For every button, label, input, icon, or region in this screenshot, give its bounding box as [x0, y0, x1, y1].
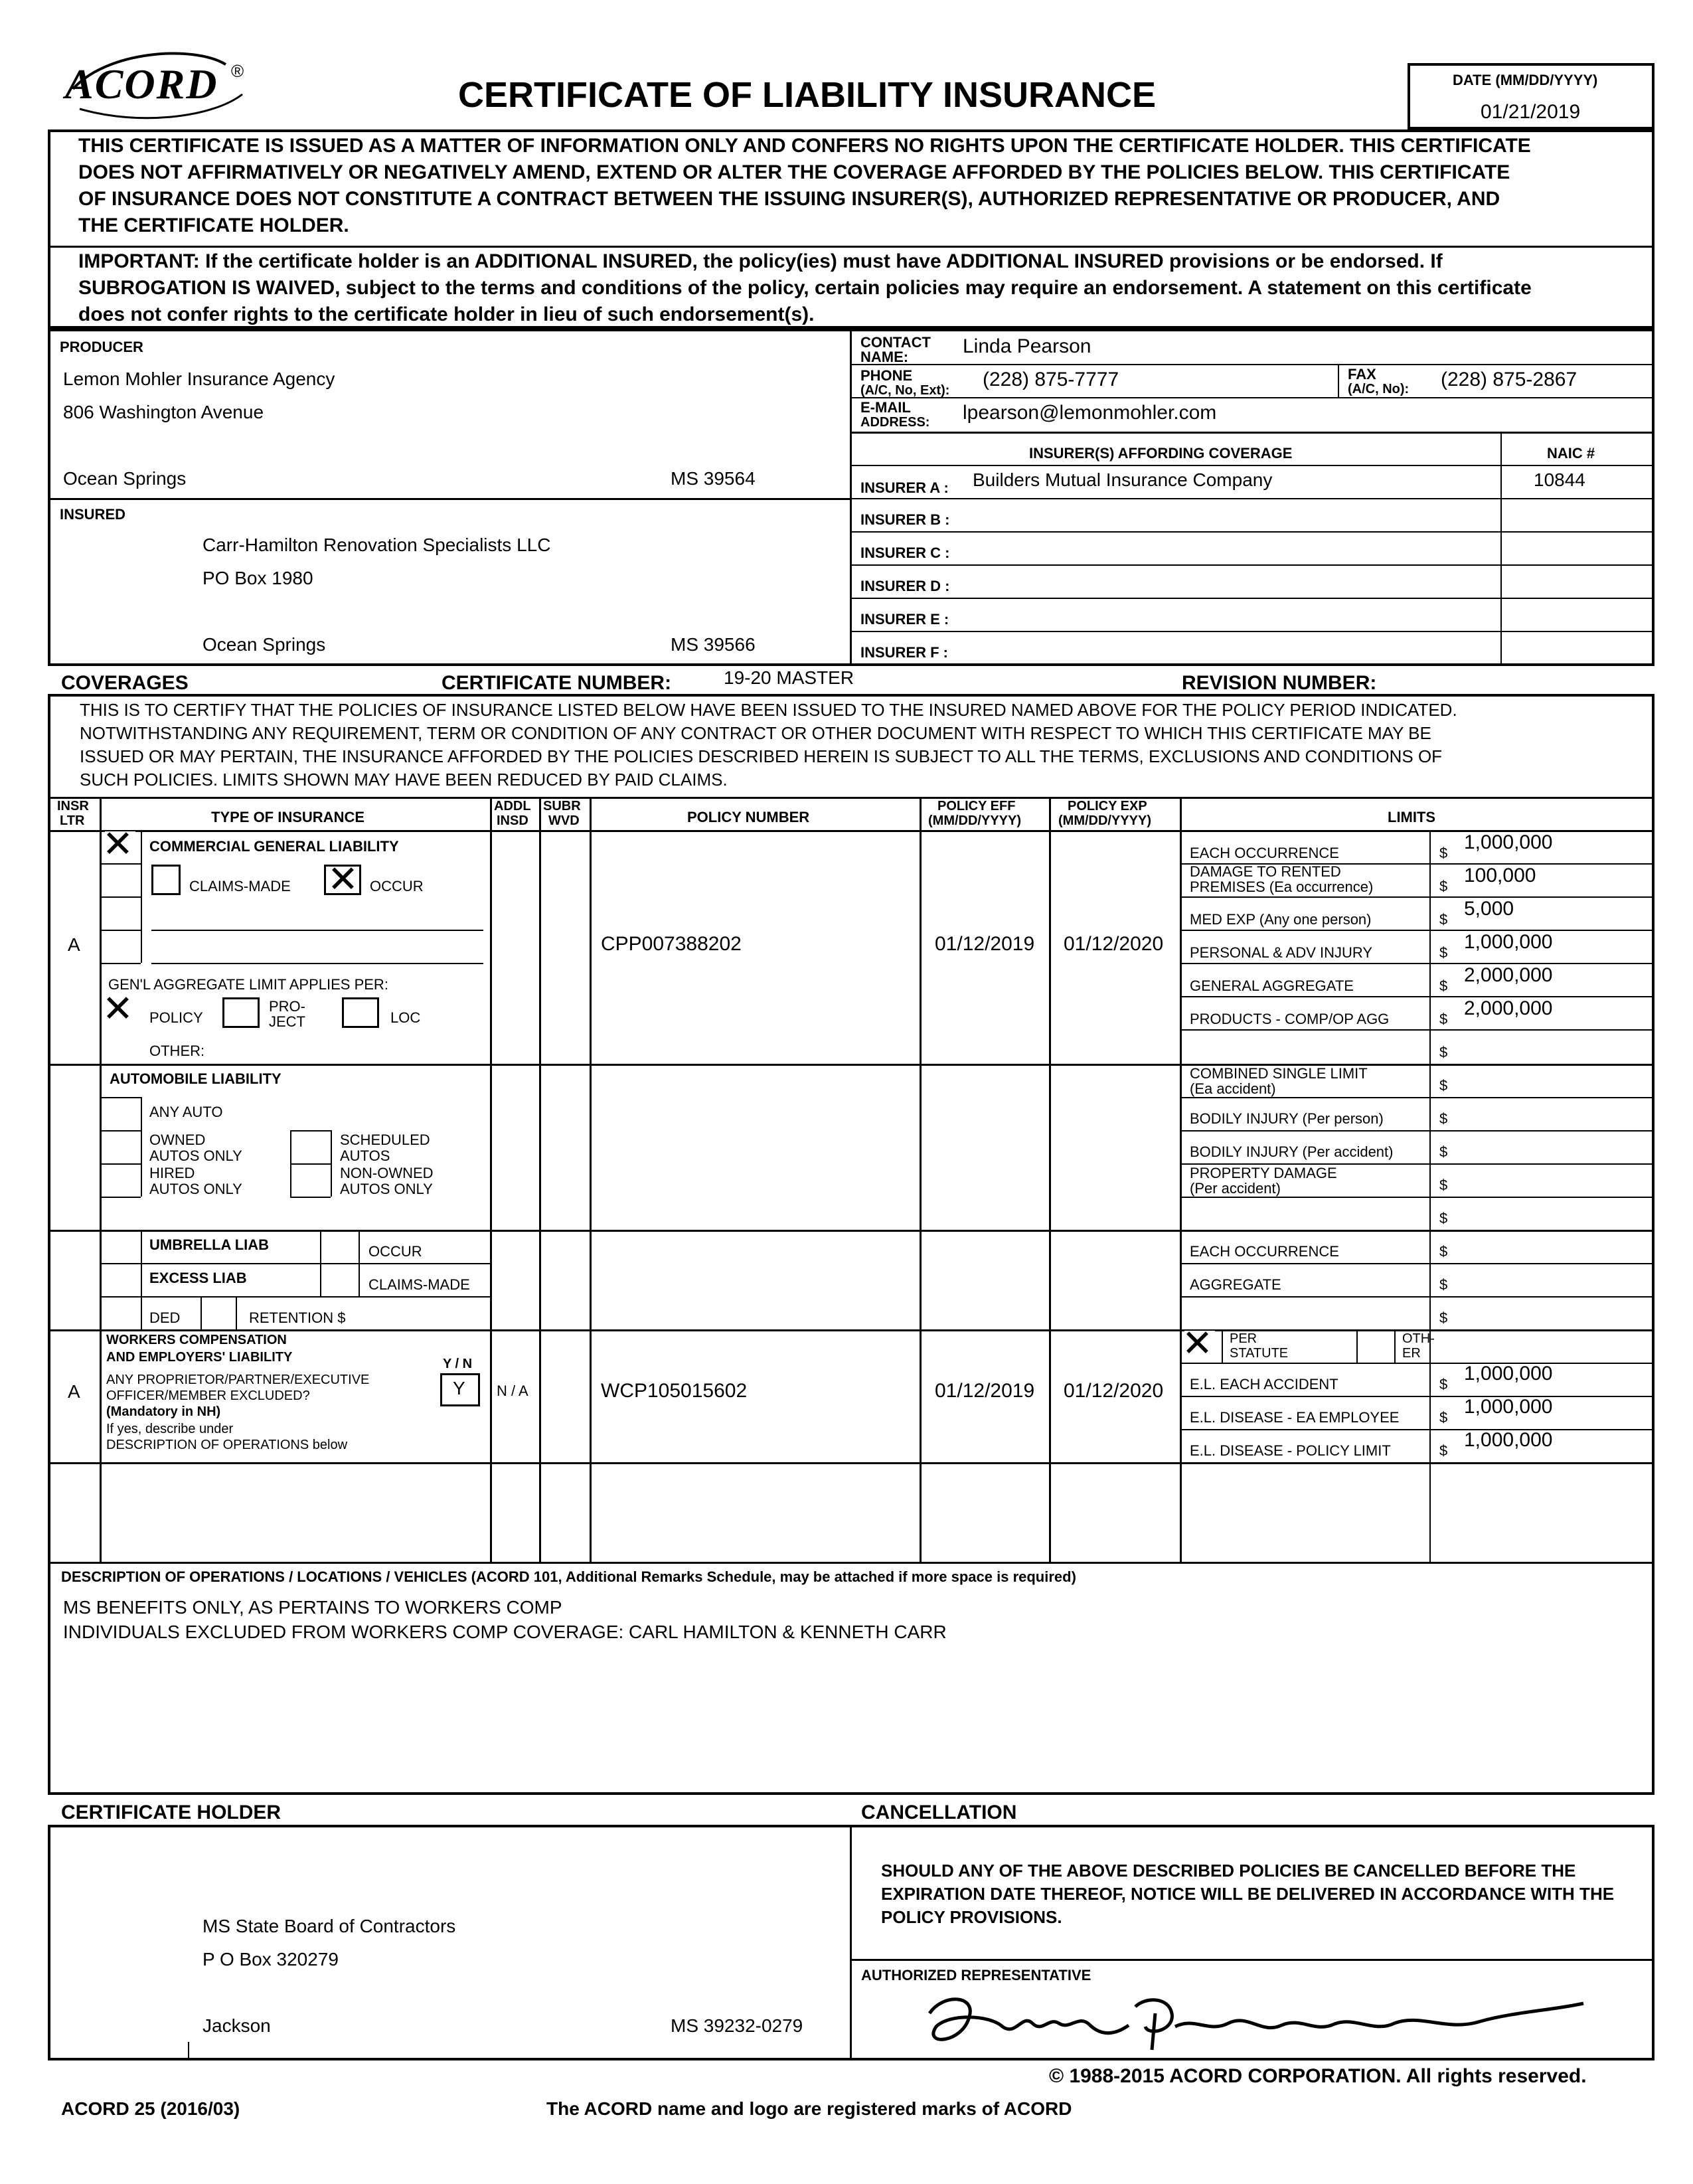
insurer-d-label: INSURER D :	[860, 578, 950, 594]
gl-limit-label: EACH OCCURRENCE	[1190, 845, 1339, 861]
dollar-sign: $	[1439, 845, 1448, 861]
gl-loc: LOC	[390, 1009, 421, 1026]
hdr-policy-number: POLICY NUMBER	[687, 809, 810, 825]
wc-limit-label: E.L. DISEASE - EA EMPLOYEE	[1190, 1409, 1400, 1426]
gl-limit-label: GENERAL AGGREGATE	[1190, 977, 1354, 994]
auto-limit-label: PROPERTY DAMAGE	[1190, 1165, 1337, 1181]
hdr-eff-fmt: (MM/DD/YYYY)	[928, 813, 1021, 828]
wc-q2: OFFICER/MEMBER EXCLUDED?	[106, 1388, 310, 1403]
gl-limit-value: 100,000	[1464, 865, 1536, 886]
auto-limit-label: COMBINED SINGLE LIMIT	[1190, 1065, 1368, 1082]
registered-marks: The ACORD name and logo are registered marks of ACORD	[546, 2098, 1072, 2119]
dollar-sign: $	[1439, 1210, 1448, 1226]
wc-per-statute: PER	[1230, 1331, 1257, 1346]
gl-ltr: A	[68, 934, 80, 955]
coverages-label: COVERAGES	[61, 672, 189, 694]
hdr-addl: ADDL	[494, 799, 531, 813]
gl-limit-value: 2,000,000	[1464, 997, 1553, 1019]
umbrella-limit-label: AGGREGATE	[1190, 1276, 1281, 1293]
x-mark-icon: ✕	[1182, 1322, 1213, 1365]
auto-limit-label: BODILY INJURY (Per person)	[1190, 1110, 1384, 1127]
holder-city: Jackson	[202, 2015, 271, 2036]
dollar-sign: $	[1439, 944, 1448, 961]
notice-para-2: IMPORTANT: If the certificate holder is an ADDITIONAL INSURED, the policy(ies) must have ADDITIONAL INSURED provisions or be endorsed. If SUBROGATION IS WAIVED, subject to the terms and conditions of the policy, certain policies may require an endorsement. A statement on this certificate does not confer rights to the certificate holder in lieu of such endorsement(s).	[78, 250, 1532, 325]
insured-city: Ocean Springs	[202, 634, 326, 655]
hdr-exp: POLICY EXP	[1068, 799, 1147, 813]
wc-q1: ANY PROPRIETOR/PARTNER/EXECUTIVE	[106, 1373, 370, 1387]
signature	[916, 1987, 1593, 2057]
description-line2: INDIVIDUALS EXCLUDED FROM WORKERS COMP COVERAGE: CARL HAMILTON & KENNETH CARR	[63, 1622, 947, 1642]
gl-title: COMMERCIAL GENERAL LIABILITY	[149, 838, 399, 855]
auto-limit-label: (Per accident)	[1190, 1180, 1281, 1197]
wc-ifyes1: If yes, describe under	[106, 1422, 234, 1436]
cert-number: 19-20 MASTER	[724, 667, 854, 688]
auto-hired2: AUTOS ONLY	[149, 1181, 242, 1197]
acord-logo-text: ACORD	[65, 60, 218, 108]
dollar-sign: $	[1439, 1143, 1448, 1160]
umbrella-liab: UMBRELLA LIAB	[149, 1236, 270, 1253]
gl-exp: 01/12/2020	[1064, 933, 1164, 955]
date-label: DATE (MM/DD/YYYY)	[1453, 72, 1598, 88]
hdr-wvd: WVD	[548, 813, 580, 828]
umbrella-occur: OCCUR	[368, 1243, 422, 1260]
gl-policy-number: CPP007388202	[601, 933, 742, 955]
auto-limit-label: BODILY INJURY (Per accident)	[1190, 1143, 1394, 1160]
gl-other: OTHER:	[149, 1043, 205, 1059]
dollar-sign: $	[1439, 1077, 1448, 1094]
x-mark-icon: ✕	[102, 823, 133, 866]
wc-limit-value: 1,000,000	[1464, 1396, 1553, 1418]
per-statute-checkbox[interactable]	[1182, 1322, 1215, 1365]
fax-label: FAX	[1348, 366, 1376, 382]
acord-logo	[60, 48, 259, 121]
wc-policy-number: WCP105015602	[601, 1380, 748, 1402]
dollar-sign: $	[1439, 1044, 1448, 1060]
coverages-statement: THIS IS TO CERTIFY THAT THE POLICIES OF INSURANCE LISTED BELOW HAVE BEEN ISSUED TO THE INSURED NAMED ABOVE FOR THE POLICY PERIOD INDICATED. NOTWITHSTANDING ANY REQUIREMENT, TERM OR CONDITION OF ANY CONTRACT OR OTHER DOCUMENT WITH RESPECT TO WHICH THIS CERTIFICATE MAY BE ISSUED OR MAY PERTAIN, THE INSURANCE AFFORDED BY THE POLICIES DESCRIBED HEREIN IS SUBJECT TO ALL THE TERMS, EXCLUSIONS AND CONDITIONS OF SUCH POLICIES. LIMITS SHOWN MAY HAVE BEEN REDUCED BY PAID CLAIMS.	[80, 700, 1457, 790]
auto-owned2: AUTOS ONLY	[149, 1147, 242, 1164]
producer-address: 806 Washington Avenue	[63, 402, 264, 422]
contact-phone: (228) 875-7777	[983, 369, 1119, 390]
insurer-a-name: Builders Mutual Insurance Company	[973, 469, 1273, 490]
dollar-sign: $	[1439, 1177, 1448, 1193]
gl-limit-label: PERSONAL & ADV INJURY	[1190, 944, 1373, 961]
cert-number-label: CERTIFICATE NUMBER:	[442, 672, 672, 694]
cancellation-text: SHOULD ANY OF THE ABOVE DESCRIBED POLICIES BE CANCELLED BEFORE THE EXPIRATION DATE THEREOF, NOTICE WILL BE DELIVERED IN ACCORDANCE WITH THE POLICY PROVISIONS.	[881, 1861, 1615, 1927]
acord-logo-reg: ®	[231, 61, 244, 81]
dollar-sign: $	[1439, 1276, 1448, 1293]
signature-text	[1169, 2007, 1399, 2044]
wc-oth: OTH-	[1402, 1331, 1435, 1346]
wc-answer: Y	[453, 1378, 465, 1398]
wc-eff: 01/12/2019	[935, 1380, 1035, 1402]
wc-limit-label: E.L. DISEASE - POLICY LIMIT	[1190, 1442, 1391, 1459]
wc-yn: Y / N	[443, 1357, 473, 1371]
holder-state-zip: MS 39232-0279	[671, 2015, 803, 2036]
producer-state-zip: MS 39564	[671, 468, 756, 489]
dollar-sign: $	[1439, 911, 1448, 928]
form-number: ACORD 25 (2016/03)	[61, 2098, 240, 2119]
email-label: E-MAIL	[860, 399, 911, 416]
copyright: © 1988-2015 ACORD CORPORATION. All rights reserved.	[1049, 2065, 1587, 2087]
auto-limit-label: (Ea accident)	[1190, 1080, 1276, 1097]
insurer-c-label: INSURER C :	[860, 545, 950, 561]
producer-name: Lemon Mohler Insurance Agency	[63, 369, 335, 389]
dollar-sign: $	[1439, 977, 1448, 994]
hdr-insd: INSD	[497, 813, 528, 828]
gl-claims-made: CLAIMS-MADE	[189, 878, 291, 894]
holder-name: MS State Board of Contractors	[202, 1916, 456, 1936]
hdr-type: TYPE OF INSURANCE	[211, 809, 365, 825]
loc-checkbox[interactable]	[342, 997, 379, 1028]
auto-owned: OWNED	[149, 1132, 206, 1148]
gl-limit-label: DAMAGE TO RENTED	[1190, 863, 1341, 880]
auto-nonowned: NON-OWNED	[340, 1165, 434, 1181]
description-line1: MS BENEFITS ONLY, AS PERTAINS TO WORKERS COMP	[63, 1597, 562, 1618]
authorized-rep-label: AUTHORIZED REPRESENTATIVE	[861, 1967, 1091, 1983]
gl-limit-label: PRODUCTS - COMP/OP AGG	[1190, 1011, 1390, 1027]
insurer-e-label: INSURER E :	[860, 611, 949, 628]
wc-limit-value: 1,000,000	[1464, 1429, 1553, 1451]
insurers-heading: INSURER(S) AFFORDING COVERAGE	[1029, 445, 1293, 462]
dollar-sign: $	[1439, 1011, 1448, 1027]
dollar-sign: $	[1439, 1376, 1448, 1392]
gl-limit-value: 5,000	[1464, 898, 1514, 920]
auto-title: AUTOMOBILE LIABILITY	[110, 1070, 282, 1087]
gl-limit-label: PREMISES (Ea occurrence)	[1190, 879, 1374, 895]
auto-any-auto: ANY AUTO	[149, 1104, 223, 1120]
phone-label: PHONE	[860, 367, 913, 384]
gl-eff: 01/12/2019	[935, 933, 1035, 955]
policy-checkbox[interactable]	[102, 987, 135, 1031]
gl-agg-applies: GEN'L AGGREGATE LIMIT APPLIES PER:	[108, 976, 388, 993]
cancellation-label: CANCELLATION	[861, 1802, 1017, 1823]
x-mark-icon: ✕	[102, 987, 133, 1031]
x-mark-icon: ✕	[327, 858, 359, 901]
insurer-a-naic: 10844	[1534, 469, 1585, 490]
wc-limit-label: E.L. EACH ACCIDENT	[1190, 1376, 1338, 1392]
contact-name-label: CONTACT NAME:	[860, 334, 931, 365]
dollar-sign: $	[1439, 1309, 1448, 1326]
naic-heading: NAIC #	[1547, 445, 1595, 462]
contact-fax: (228) 875-2867	[1441, 369, 1577, 390]
phone-sub: (A/C, No, Ext):	[860, 383, 950, 398]
revision-label: REVISION NUMBER:	[1182, 672, 1377, 694]
insurer-a-label: INSURER A :	[860, 479, 949, 496]
contact-email: lpearson@lemonmohler.com	[963, 402, 1217, 424]
dollar-sign: $	[1439, 1409, 1448, 1426]
producer-city: Ocean Springs	[63, 468, 187, 489]
wc-mandatory: (Mandatory in NH)	[106, 1404, 221, 1419]
hdr-eff: POLICY EFF	[937, 799, 1016, 813]
dollar-sign: $	[1439, 1243, 1448, 1260]
wc-per-statute2: STATUTE	[1230, 1346, 1289, 1361]
gl-policy: POLICY	[149, 1009, 203, 1026]
hdr-limits: LIMITS	[1388, 809, 1436, 825]
insurer-f-label: INSURER F :	[860, 644, 948, 661]
notice-para-1: THIS CERTIFICATE IS ISSUED AS A MATTER OF INFORMATION ONLY AND CONFERS NO RIGHTS UPON THE CERTIFICATE HOLDER. THIS CERTIFICATE DOES NOT AFFIRMATIVELY OR NEGATIVELY AMEND, EXTEND OR ALTER THE COVERAGE AFFORDED BY THE POLICIES BELOW. THIS CERTIFICATE OF INSURANCE DOES NOT CONSTITUTE A CONTRACT BETWEEN THE ISSUING INSURER(S), AUTHORIZED REPRESENTATIVE OR PRODUCER, AND THE CERTIFICATE HOLDER.	[78, 135, 1531, 236]
wc-oth2: ER	[1402, 1346, 1421, 1361]
wc-title1: WORKERS COMPENSATION	[106, 1333, 287, 1347]
umbrella-claims-made: CLAIMS-MADE	[368, 1276, 470, 1293]
wc-ltr: A	[68, 1381, 80, 1402]
claims-made-checkbox[interactable]	[151, 865, 181, 895]
insured-label: INSURED	[60, 506, 126, 523]
gl-limit-value: 2,000,000	[1464, 964, 1553, 986]
holder-address: P O Box 320279	[202, 1949, 339, 1970]
hdr-ltr: LTR	[60, 813, 85, 828]
description-label: DESCRIPTION OF OPERATIONS / LOCATIONS / VEHICLES (ACORD 101, Additional Remarks Schedule, may be attached if more space is required)	[61, 1568, 1076, 1585]
hdr-exp-fmt: (MM/DD/YYYY)	[1058, 813, 1151, 828]
wc-limit-value: 1,000,000	[1464, 1363, 1553, 1385]
wc-ifyes2: DESCRIPTION OF OPERATIONS below	[106, 1438, 348, 1452]
insured-name: Carr-Hamilton Renovation Specialists LLC	[202, 535, 551, 555]
producer-label: PRODUCER	[60, 339, 143, 355]
umbrella-retention: RETENTION $	[249, 1309, 346, 1326]
dollar-sign: $	[1439, 878, 1448, 894]
dollar-sign: $	[1439, 1110, 1448, 1127]
gl-checkbox[interactable]	[102, 823, 135, 866]
fax-sub: (A/C, No):	[1348, 382, 1410, 396]
holder-label: CERTIFICATE HOLDER	[61, 1802, 282, 1823]
text-cursor-mark	[188, 2042, 189, 2058]
dollar-sign: $	[1439, 1442, 1448, 1459]
umbrella-ded: DED	[149, 1309, 181, 1326]
email-sub: ADDRESS:	[860, 415, 930, 430]
gl-limit-value: 1,000,000	[1464, 831, 1553, 853]
page-title: CERTIFICATE OF LIABILITY INSURANCE	[458, 75, 1156, 115]
project-checkbox[interactable]	[222, 997, 260, 1028]
gl-limit-value: 1,000,000	[1464, 931, 1553, 953]
auto-scheduled: SCHEDULED	[340, 1132, 430, 1148]
occur-checkbox[interactable]	[324, 858, 361, 901]
insured-state-zip: MS 39566	[671, 634, 756, 655]
insurer-b-label: INSURER B :	[860, 511, 950, 528]
hdr-subr: SUBR	[543, 799, 581, 813]
wc-addl: N / A	[497, 1383, 528, 1399]
auto-scheduled2: AUTOS	[340, 1147, 390, 1164]
insured-address: PO Box 1980	[202, 568, 313, 588]
date-value: 01/21/2019	[1481, 101, 1581, 123]
gl-limit-label: MED EXP (Any one person)	[1190, 911, 1372, 928]
auto-nonowned2: AUTOS ONLY	[340, 1181, 433, 1197]
auto-hired: HIRED	[149, 1165, 195, 1181]
umbrella-limit-label: EACH OCCURRENCE	[1190, 1243, 1339, 1260]
excess-liab: EXCESS LIAB	[149, 1270, 247, 1286]
wc-title2: AND EMPLOYERS' LIABILITY	[106, 1350, 293, 1365]
contact-name: Linda Pearson	[963, 335, 1091, 357]
gl-project: PRO-	[269, 998, 305, 1015]
gl-project2: JECT	[269, 1013, 305, 1030]
wc-exp: 01/12/2020	[1064, 1380, 1164, 1402]
hdr-insr: INSR	[57, 799, 89, 813]
gl-occur: OCCUR	[370, 878, 424, 894]
